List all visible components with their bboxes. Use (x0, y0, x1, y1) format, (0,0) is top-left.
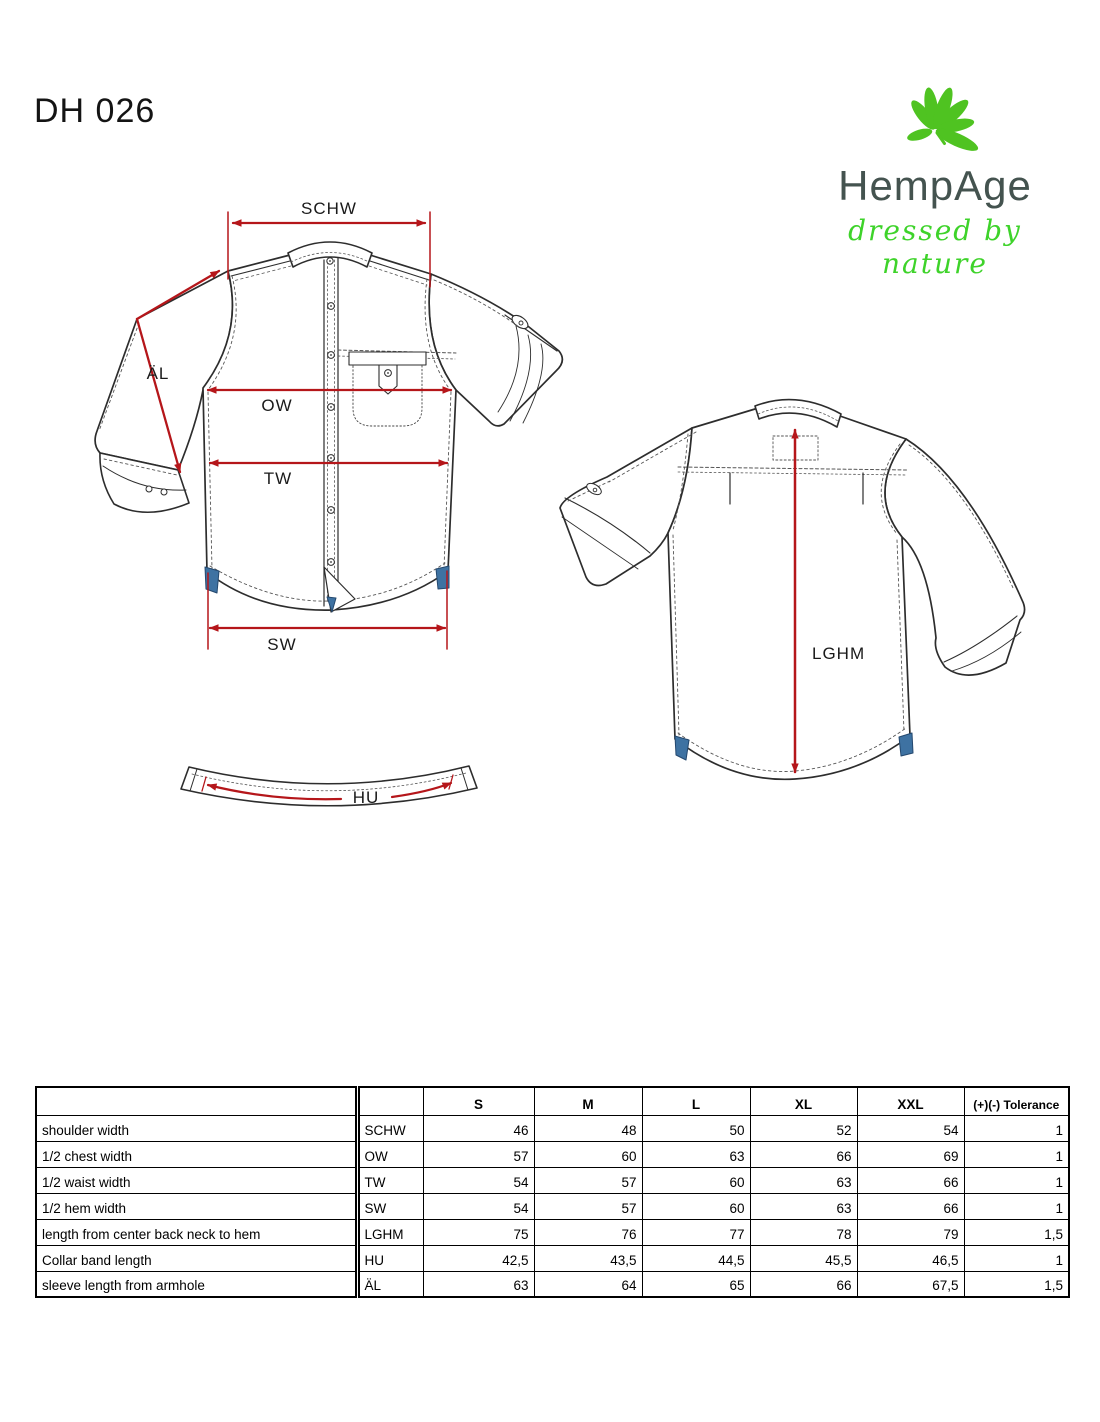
value-cell: 43,5 (534, 1245, 642, 1271)
hu-label: HU (352, 788, 380, 807)
value-cell: 54 (857, 1115, 964, 1141)
size-table (35, 1086, 1070, 1298)
measure-name: Collar band length (36, 1245, 357, 1271)
value-cell: 45,5 (750, 1245, 857, 1271)
table-row (36, 1193, 1069, 1219)
value-cell: 60 (534, 1141, 642, 1167)
tolerance-cell: 1 (964, 1167, 1069, 1193)
front-view-drawing (95, 199, 562, 654)
value-cell: 57 (534, 1167, 642, 1193)
size-header-s: S (423, 1087, 534, 1115)
value-cell: 78 (750, 1219, 857, 1245)
tolerance-header: (+)(-) Tolerance (964, 1087, 1069, 1115)
size-header-xxl: XXL (857, 1087, 964, 1115)
measure-code: ÄL (357, 1271, 423, 1297)
value-cell: 52 (750, 1115, 857, 1141)
table-row (36, 1167, 1069, 1193)
brand-tagline: dressed by nature (848, 214, 1022, 281)
size-header-m: M (534, 1087, 642, 1115)
hem-patch (675, 736, 689, 760)
value-cell: 69 (857, 1141, 964, 1167)
value-cell: 54 (423, 1167, 534, 1193)
value-cell: 63 (423, 1271, 534, 1297)
value-cell: 77 (642, 1219, 750, 1245)
collar-band-drawing (181, 766, 477, 807)
value-cell: 66 (750, 1141, 857, 1167)
value-cell: 66 (857, 1193, 964, 1219)
size-header-xl: XL (750, 1087, 857, 1115)
value-cell: 42,5 (423, 1245, 534, 1271)
tolerance-cell: 1 (964, 1193, 1069, 1219)
value-cell: 65 (642, 1271, 750, 1297)
measure-name: 1/2 waist width (36, 1167, 357, 1193)
value-cell: 57 (534, 1193, 642, 1219)
value-cell: 46 (423, 1115, 534, 1141)
value-cell: 67,5 (857, 1271, 964, 1297)
size-header-l: L (642, 1087, 750, 1115)
measure-name: shoulder width (36, 1115, 357, 1141)
ael-label: ÄL (146, 364, 170, 383)
measure-code: TW (357, 1167, 423, 1193)
value-cell: 64 (534, 1271, 642, 1297)
tolerance-cell: 1 (964, 1115, 1069, 1141)
measure-name: 1/2 chest width (36, 1141, 357, 1167)
value-cell: 44,5 (642, 1245, 750, 1271)
value-cell: 57 (423, 1141, 534, 1167)
value-cell: 66 (857, 1167, 964, 1193)
measure-code: OW (357, 1141, 423, 1167)
measure-name: length from center back neck to hem (36, 1219, 357, 1245)
back-view-drawing (560, 400, 1025, 780)
schw-label: SCHW (301, 199, 357, 218)
ow-label: OW (261, 396, 293, 415)
hem-patch (205, 567, 219, 593)
tolerance-cell: 1,5 (964, 1219, 1069, 1245)
value-cell: 48 (534, 1115, 642, 1141)
table-header-empty (357, 1087, 423, 1115)
value-cell: 76 (534, 1219, 642, 1245)
tolerance-cell: 1 (964, 1245, 1069, 1271)
measure-code: HU (357, 1245, 423, 1271)
measure-code: SCHW (357, 1115, 423, 1141)
value-cell: 46,5 (857, 1245, 964, 1271)
tw-label: TW (263, 469, 293, 488)
measure-name: 1/2 hem width (36, 1193, 357, 1219)
value-cell: 50 (642, 1115, 750, 1141)
table-row (36, 1115, 1069, 1141)
table-row (36, 1271, 1069, 1297)
brand-name: HempAge (838, 162, 1032, 209)
value-cell: 66 (750, 1271, 857, 1297)
table-header-empty (36, 1087, 357, 1115)
measure-name: sleeve length from armhole (36, 1271, 357, 1297)
value-cell: 75 (423, 1219, 534, 1245)
table-header-row (36, 1087, 1069, 1115)
hem-patch (899, 733, 913, 756)
value-cell: 60 (642, 1193, 750, 1219)
table-row (36, 1245, 1069, 1271)
value-cell: 79 (857, 1219, 964, 1245)
tolerance-cell: 1,5 (964, 1271, 1069, 1297)
lghm-label: LGHM (812, 644, 866, 663)
measure-code: SW (357, 1193, 423, 1219)
value-cell: 63 (642, 1141, 750, 1167)
value-cell: 54 (423, 1193, 534, 1219)
value-cell: 63 (750, 1193, 857, 1219)
table-row (36, 1219, 1069, 1245)
table-row (36, 1141, 1069, 1167)
tolerance-cell: 1 (964, 1141, 1069, 1167)
page-title: DH 026 (34, 92, 156, 130)
sw-label: SW (267, 635, 297, 654)
measure-code: LGHM (357, 1219, 423, 1245)
value-cell: 60 (642, 1167, 750, 1193)
value-cell: 63 (750, 1167, 857, 1193)
